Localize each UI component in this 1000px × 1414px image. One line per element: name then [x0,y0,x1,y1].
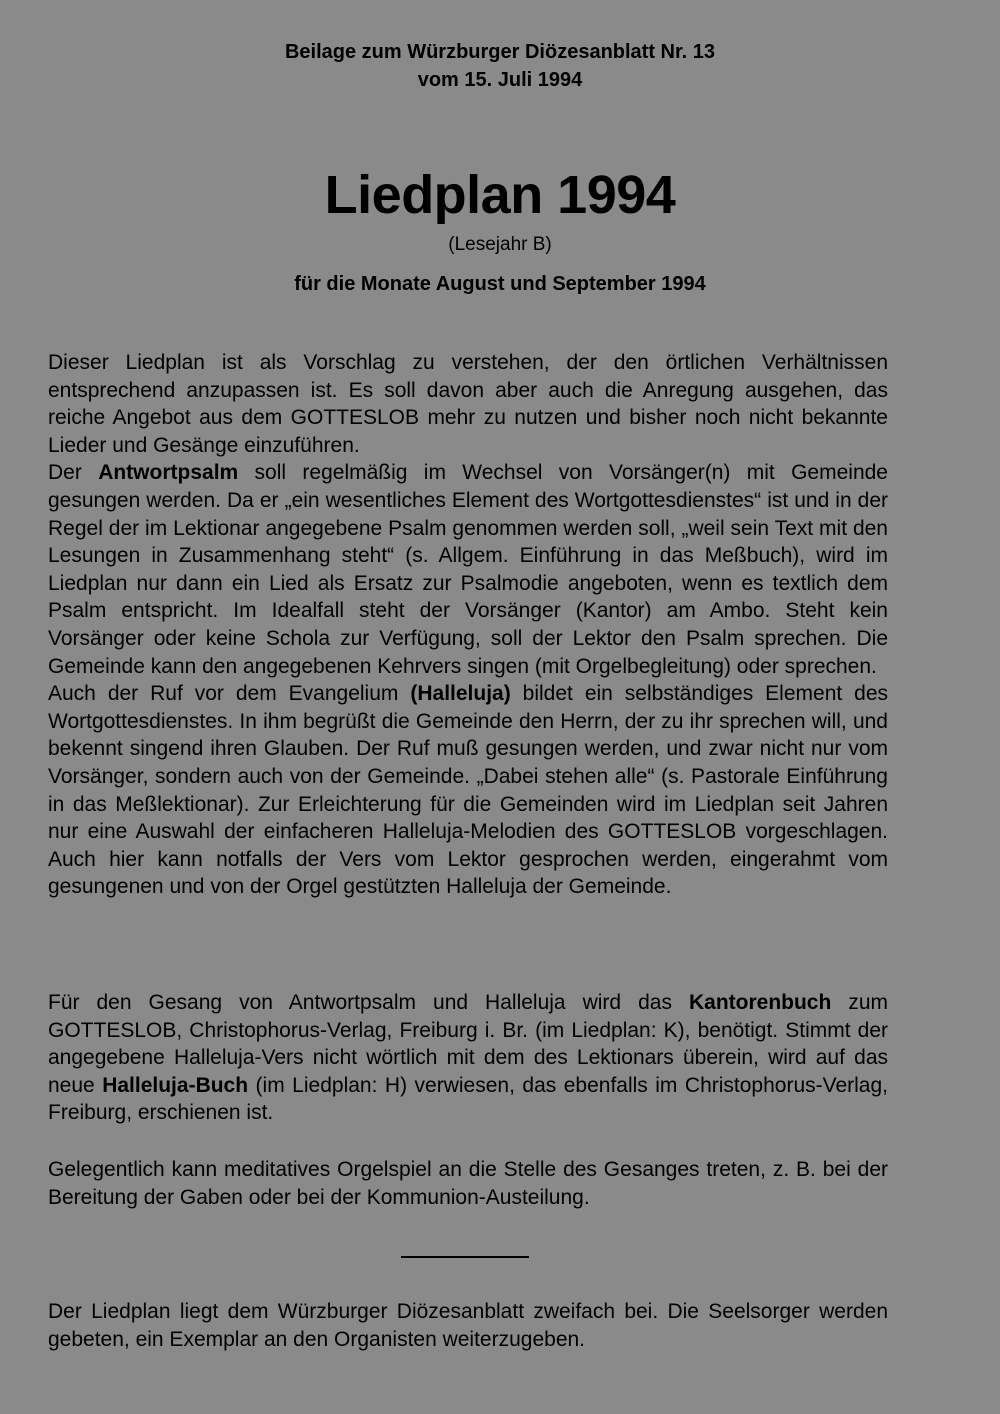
document-title: Liedplan 1994 [324,165,676,225]
supplement-header [0,38,1000,94]
paragraph-antwortpsalm [48,459,888,680]
distribution-section [48,1298,888,1353]
paragraph-halleluja-lead: Auch der Ruf vor dem Evangelium [48,682,411,706]
paragraph-intro-text: Dieser Liedplan ist als Vorschlag zu verstehen, der den örtlichen Verhältnissen entsprechend anzupassen ist. Es soll davon aber auch die Anregung ausgehen, das reiche Angebot aus dem GOTTESLOB mehr zu nutzen und bisher noch nicht bekannte Lieder und Gesänge einzuführen. [48,351,888,457]
halleluja-buch-term: Halleluja-Buch [102,1073,249,1097]
paragraph-halleluja [48,680,888,901]
intro-section [48,349,888,901]
paragraph-antwortpsalm-text: soll regelmäßig im Wechsel von Vorsänger(n) mit Gemeinde gesungen werden. Da er „ein wesentliches Element des Wortgottesdienstes“ ist und in der Regel der im Lektionar angegebene Psalm genommen werden soll, „weil sein Text mit den Lesungen in Zusammenhang steht“ (s. Allgem. Einführung in das Meßbuch), wird im Liedplan nur dann ein Lied als Ersatz zur Psalmodie angeboten, wenn es textlich dem Psalm entspricht. Im Idealfall steht der Vorsänger (Kantor) am Ambo. Steht kein Vorsänger oder keine Schola zur Verfügung, soll der Lektor den Psalm sprechen. Die Gemeinde kann den angegebenen Kehrvers singen (mit Orgelbegleitung) oder sprechen. [48,461,888,678]
paragraph-halleluja-text: bildet ein selbständiges Element des Wortgottesdienstes. In ihm begrüßt die Gemeinde den Herrn, der zu ihr sprechen will, und bekennt singend ihren Glauben. Der Ruf muß gesungen werden, und zwar nicht nur vom Vorsänger, sondern auch von der Gemeinde. „Dabei stehen alle“ (s. Pastorale Einführung in das Meßlektionar). Zur Erleichterung für die Gemeinden wird im Liedplan seit Jahren nur eine Auswahl der einfacheren Halleluja-Melodien des GOTTESLOB vorgeschlagen. Auch hier kann notfalls der Vers vom Lektor gesprochen werden, eingerahmt vom gesungenen und von der Orgel gestützten Halleluja der Gemeinde. [48,682,889,899]
document-subtitle: (Lesejahr B) [448,234,552,255]
orgelspiel-section [48,1156,888,1211]
halleluja-term: (Halleluja) [410,682,511,706]
paragraph-kantorenbuch-middle: zum GOTTESLOB, Christophorus-Verlag, Freiburg i. Br. (im Liedplan: K), benötigt. Stimmt der angegebene Halleluja-Vers nicht wörtlich mit dem des Lektionars überein, wird auf das neue [48,991,889,1097]
section-divider [401,1256,529,1258]
paragraph-kantorenbuch [48,989,888,1127]
supplement-line-1: Beilage zum Würzburger Diözesanblatt Nr. 13 [284,41,716,63]
paragraph-kantorenbuch-end: (im Liedplan: H) verwiesen, das ebenfalls im Christophorus-Verlag, Freiburg, erschienen ist. [48,1073,888,1125]
paragraph-antwortpsalm-lead: Der [48,461,99,485]
paragraph-orgelspiel: Gelegentlich kann meditatives Orgelspiel an die Stelle des Gesanges treten, z. B. bei der Bereitung der Gaben oder bei der Kommunion-Austeilung. [48,1158,888,1209]
supplement-line-2: vom 15. Juli 1994 [417,69,583,91]
kantorenbuch-term: Kantorenbuch [688,991,832,1014]
kantorenbuch-section [48,989,888,1127]
paragraph-intro [48,349,888,459]
antwortpsalm-term: Antwortpsalm [98,461,239,485]
months-heading: für die Monate August und September 1994 [294,273,706,295]
paragraph-distribution: Der Liedplan liegt dem Würzburger Diözesanblatt zweifach bei. Die Seelsorger werden gebeten, ein Exemplar an den Organisten weiterzugeben. [48,1300,888,1351]
paragraph-kantorenbuch-lead: Für den Gesang von Antwortpsalm und Halleluja wird das [48,991,689,1014]
